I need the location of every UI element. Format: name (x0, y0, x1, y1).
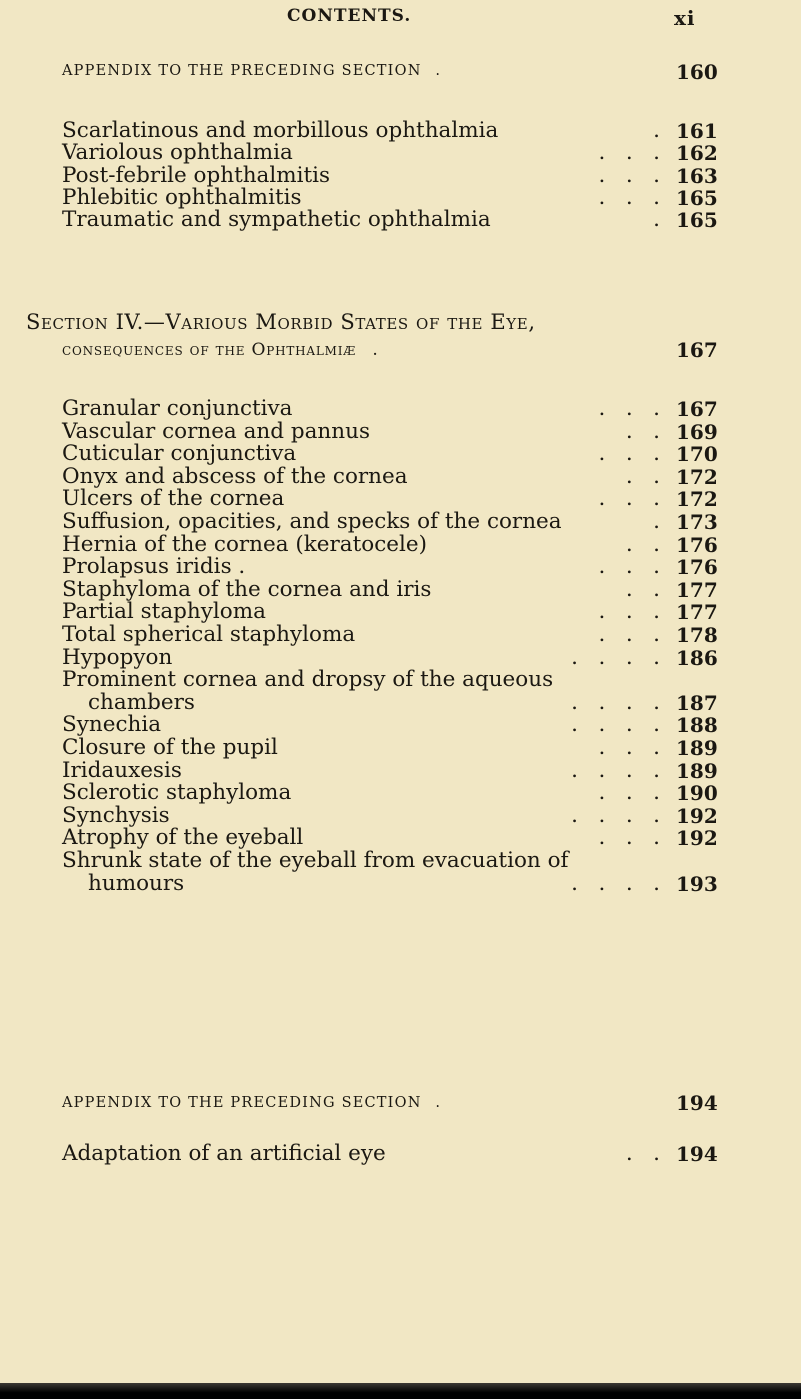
toc-entry-leader-dots: . . . (598, 825, 660, 851)
toc-entry (62, 142, 293, 164)
toc-entry (62, 162, 331, 188)
toc-entry (62, 184, 302, 210)
toc-entry-title: Vascular cornea and pannus (62, 418, 371, 444)
toc-entry (62, 576, 432, 602)
page-folio: xi (674, 6, 696, 30)
toc-entry-leader-dots: . (653, 509, 660, 534)
toc-entry-leader-dots: . (653, 207, 660, 233)
toc-entry (62, 827, 303, 849)
toc-entry-page: 186 (676, 645, 718, 670)
toc-entry-leader-dots: . . . (598, 486, 660, 512)
toc-entry-page: 187 (676, 690, 718, 715)
toc-entry-title: Prominent cornea and dropsy of the aqueous (62, 667, 554, 693)
toc-entry-page: 176 (676, 555, 718, 580)
toc-entry-leader-dots: . . . (598, 735, 660, 760)
toc-entry-title: Cuticular conjunctiva (62, 441, 297, 467)
toc-entry-page: 173 (676, 510, 718, 534)
toc-entry (88, 870, 185, 896)
toc-entry-leader-dots: . . (625, 531, 660, 557)
scan-edge-bar (0, 1383, 801, 1399)
toc-entry-leader-dots: . . . (598, 554, 660, 580)
toc-entry (62, 556, 245, 578)
appendix-label: APPENDIX TO THE PRECEDING SECTION (62, 63, 422, 79)
toc-entry (88, 689, 195, 715)
toc-entry-leader-dots: . . . (598, 162, 660, 188)
toc-entry-leader-dots: . . (625, 418, 660, 444)
toc-entry (62, 644, 173, 670)
toc-entry-page: 172 (676, 487, 718, 512)
running-header-title: CONTENTS. (287, 6, 412, 26)
toc-entry (62, 463, 408, 489)
toc-entry (62, 488, 284, 510)
toc-entry (62, 443, 296, 465)
toc-entry-title: Ulcers of the cornea (62, 486, 285, 512)
toc-entry-page: 189 (676, 758, 718, 783)
toc-entry-title: Traumatic and sympathetic ophthalmia (62, 207, 491, 233)
toc-entry-page: 167 (676, 397, 718, 421)
toc-entry-title: Prolapsus iridis . (62, 554, 246, 580)
toc-entry (62, 757, 182, 783)
toc-entry-title: Total spherical staphyloma (62, 622, 356, 647)
appendix-page-2: 194 (676, 1091, 718, 1115)
appendix-label-2: APPENDIX TO THE PRECEDING SECTION (62, 1095, 422, 1111)
section-heading: Section IV.—Various Morbid States of the Eye, (26, 310, 536, 334)
toc-entry-page: 188 (676, 713, 718, 738)
appendix-heading-2 (62, 1096, 441, 1111)
toc-entry-page: 177 (676, 600, 718, 625)
toc-entry-title: Staphyloma of the cornea and iris (62, 576, 432, 602)
section-dot: . (372, 340, 379, 360)
toc-entry-leader-dots: . . . . (571, 802, 660, 828)
appendix-dot-2: . (435, 1095, 442, 1111)
toc-entry-title: Synchysis (62, 802, 170, 828)
toc-entry (62, 624, 355, 646)
toc-entry-title: Suffusion, opacities, and specks of the cornea (62, 509, 562, 534)
toc-entry-page: 194 (676, 1142, 718, 1166)
toc-entry (62, 737, 278, 759)
toc-entry-page: 165 (676, 185, 718, 210)
toc-entry-leader-dots: . . . . (571, 689, 660, 715)
toc-entry (62, 669, 553, 691)
toc-entry-title: Variolous ophthalmia (62, 140, 293, 166)
toc-entry-title: chambers (88, 689, 195, 715)
toc-entry (62, 398, 293, 420)
toc-entry-page: 163 (676, 163, 718, 188)
section-page: 167 (676, 338, 718, 362)
toc-entry-title: Synechia (62, 712, 162, 738)
toc-entry-leader-dots: . . . (598, 184, 660, 210)
toc-entry-leader-dots: . . . (598, 140, 660, 166)
toc-entry (62, 418, 371, 444)
toc-entry (62, 1143, 386, 1165)
toc-entry-page: 161 (676, 119, 718, 143)
toc-entry-page: 170 (676, 442, 718, 467)
toc-entry-leader-dots: . . (625, 1141, 660, 1166)
toc-entry-title: Granular conjunctiva (62, 396, 293, 421)
toc-entry-title: Hypopyon (62, 644, 173, 670)
toc-entry-leader-dots: . . . . (571, 757, 660, 783)
toc-entry-title: Phlebitic ophthalmitis (62, 184, 302, 210)
toc-entry-page: 176 (676, 532, 718, 557)
toc-entry-page: 169 (676, 419, 718, 444)
toc-entry-title: Closure of the pupil (62, 735, 278, 760)
section-subheading (62, 342, 379, 359)
toc-entry-title: Scarlatinous and morbillous ophthalmia (62, 118, 499, 143)
toc-entry-page: 190 (676, 781, 718, 806)
toc-entry-leader-dots: . . (625, 463, 660, 489)
toc-entry-title: Adaptation of an artificial eye (62, 1141, 386, 1166)
toc-entry-page: 189 (676, 736, 718, 760)
toc-entry (62, 601, 266, 623)
toc-entry-page: 162 (676, 141, 718, 166)
appendix-heading (62, 64, 441, 79)
toc-entry-page: 192 (676, 826, 718, 851)
toc-entry-page: 193 (676, 871, 718, 896)
toc-entry (62, 714, 161, 736)
toc-entry-title: Sclerotic staphyloma (62, 780, 292, 806)
toc-entry (62, 782, 291, 804)
toc-entry (62, 531, 427, 557)
toc-entry-leader-dots: . . . (598, 780, 660, 806)
toc-entry-leader-dots: . . . . (571, 644, 660, 670)
toc-entry-leader-dots: . (653, 118, 660, 143)
toc-entry (62, 802, 170, 828)
toc-entry-title: Partial staphyloma (62, 599, 266, 625)
toc-entry-page: 172 (676, 464, 718, 489)
section-subheading-text: consequences of the Ophthalmiæ (62, 340, 357, 360)
toc-entry (62, 850, 568, 872)
toc-entry-title: Onyx and abscess of the cornea (62, 463, 408, 489)
appendix-dot: . (435, 63, 442, 79)
toc-entry-leader-dots: . . . (598, 441, 660, 467)
toc-entry-page: 165 (676, 208, 718, 233)
toc-entry-leader-dots: . . . (598, 599, 660, 625)
toc-entry-title: Atrophy of the eyeball (62, 825, 304, 851)
toc-entry-title: Post-febrile ophthalmitis (62, 162, 331, 188)
toc-entry-title: humours (88, 870, 185, 896)
toc-entry-title: Iridauxesis (62, 757, 182, 783)
appendix-page: 160 (676, 60, 718, 84)
toc-entry-page: 178 (676, 623, 718, 647)
toc-entry-title: Shrunk state of the eyeball from evacuation of (62, 848, 569, 873)
toc-entry-page: 192 (676, 803, 718, 828)
toc-entry-leader-dots: . . (625, 576, 660, 602)
toc-entry-leader-dots: . . . (598, 396, 660, 421)
toc-entry-leader-dots: . . . . (571, 712, 660, 738)
toc-entry-page: 177 (676, 577, 718, 602)
toc-entry-title: Hernia of the cornea (keratocele) (62, 531, 427, 557)
toc-entry-leader-dots: . . . . (571, 870, 660, 896)
toc-entry-leader-dots: . . . (598, 622, 660, 647)
